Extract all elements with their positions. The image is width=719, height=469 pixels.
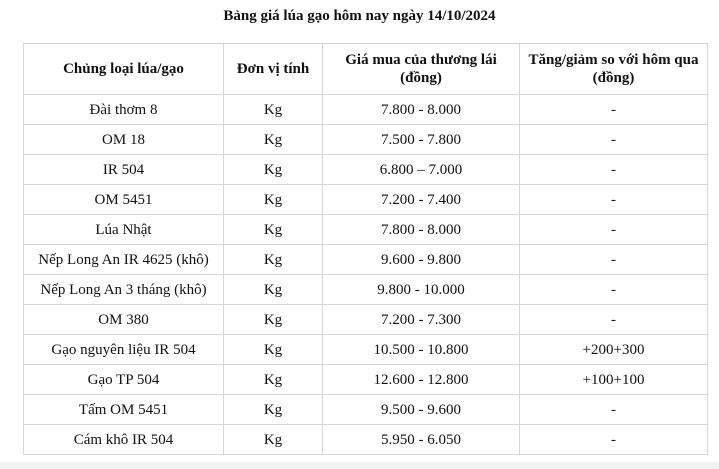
cell-unit: Kg — [224, 245, 323, 275]
table-row — [24, 305, 708, 335]
cell-change: - — [520, 425, 708, 455]
cell-trader-price: 9.500 - 9.600 — [323, 395, 520, 425]
table-row — [24, 215, 708, 245]
cell-change: - — [520, 245, 708, 275]
cell-unit: Kg — [224, 335, 323, 365]
header-unit: Đơn vị tính — [224, 44, 323, 95]
cell-unit: Kg — [224, 275, 323, 305]
cell-unit: Kg — [224, 155, 323, 185]
cell-trader-price: 7.800 - 8.000 — [323, 95, 520, 125]
cell-unit: Kg — [224, 365, 323, 395]
cell-product-type: Gạo TP 504 — [24, 365, 224, 395]
cell-product-type: Lúa Nhật — [24, 215, 224, 245]
table-row — [24, 365, 708, 395]
cell-product-type: Đài thơm 8 — [24, 95, 224, 125]
cell-unit: Kg — [224, 185, 323, 215]
cell-change: - — [520, 215, 708, 245]
cell-change: - — [520, 155, 708, 185]
table-body — [24, 95, 708, 455]
bottom-strip — [0, 462, 719, 469]
cell-unit: Kg — [224, 305, 323, 335]
table-row — [24, 335, 708, 365]
cell-unit: Kg — [224, 425, 323, 455]
cell-product-type: OM 5451 — [24, 185, 224, 215]
table-row — [24, 155, 708, 185]
cell-trader-price: 7.800 - 8.000 — [323, 215, 520, 245]
cell-change: +200+300 — [520, 335, 708, 365]
cell-trader-price: 6.800 – 7.000 — [323, 155, 520, 185]
header-product-type: Chủng loại lúa/gạo — [24, 44, 224, 95]
cell-unit: Kg — [224, 125, 323, 155]
cell-trader-price: 7.200 - 7.300 — [323, 305, 520, 335]
cell-product-type: Cám khô IR 504 — [24, 425, 224, 455]
cell-trader-price: 9.800 - 10.000 — [323, 275, 520, 305]
cell-unit: Kg — [224, 95, 323, 125]
table-header-row — [24, 44, 708, 95]
cell-change: +100+100 — [520, 365, 708, 395]
table-row — [24, 395, 708, 425]
cell-trader-price: 10.500 - 10.800 — [323, 335, 520, 365]
cell-change: - — [520, 275, 708, 305]
cell-trader-price: 7.200 - 7.400 — [323, 185, 520, 215]
cell-unit: Kg — [224, 395, 323, 425]
cell-product-type: Nếp Long An 3 tháng (khô) — [24, 275, 224, 305]
table-row — [24, 185, 708, 215]
page-title: Bảng giá lúa gạo hôm nay ngày 14/10/2024 — [223, 8, 496, 24]
cell-product-type: Tấm OM 5451 — [24, 395, 224, 425]
cell-product-type: Gạo nguyên liệu IR 504 — [24, 335, 224, 365]
cell-change: - — [520, 95, 708, 125]
cell-product-type: IR 504 — [24, 155, 224, 185]
cell-change: - — [520, 185, 708, 215]
cell-trader-price: 7.500 - 7.800 — [323, 125, 520, 155]
cell-product-type: OM 18 — [24, 125, 224, 155]
cell-change: - — [520, 305, 708, 335]
cell-trader-price: 9.600 - 9.800 — [323, 245, 520, 275]
cell-change: - — [520, 125, 708, 155]
table-row — [24, 125, 708, 155]
cell-trader-price: 5.950 - 6.050 — [323, 425, 520, 455]
cell-product-type: Nếp Long An IR 4625 (khô) — [24, 245, 224, 275]
table-row — [24, 95, 708, 125]
table-row — [24, 245, 708, 275]
table-row — [24, 425, 708, 455]
header-trader-price: Giá mua của thương lái (đồng) — [323, 44, 520, 95]
cell-trader-price: 12.600 - 12.800 — [323, 365, 520, 395]
cell-change: - — [520, 395, 708, 425]
cell-product-type: OM 380 — [24, 305, 224, 335]
table-row — [24, 275, 708, 305]
rice-price-table — [23, 43, 708, 455]
header-change: Tăng/giảm so với hôm qua (đồng) — [520, 44, 708, 95]
cell-unit: Kg — [224, 215, 323, 245]
